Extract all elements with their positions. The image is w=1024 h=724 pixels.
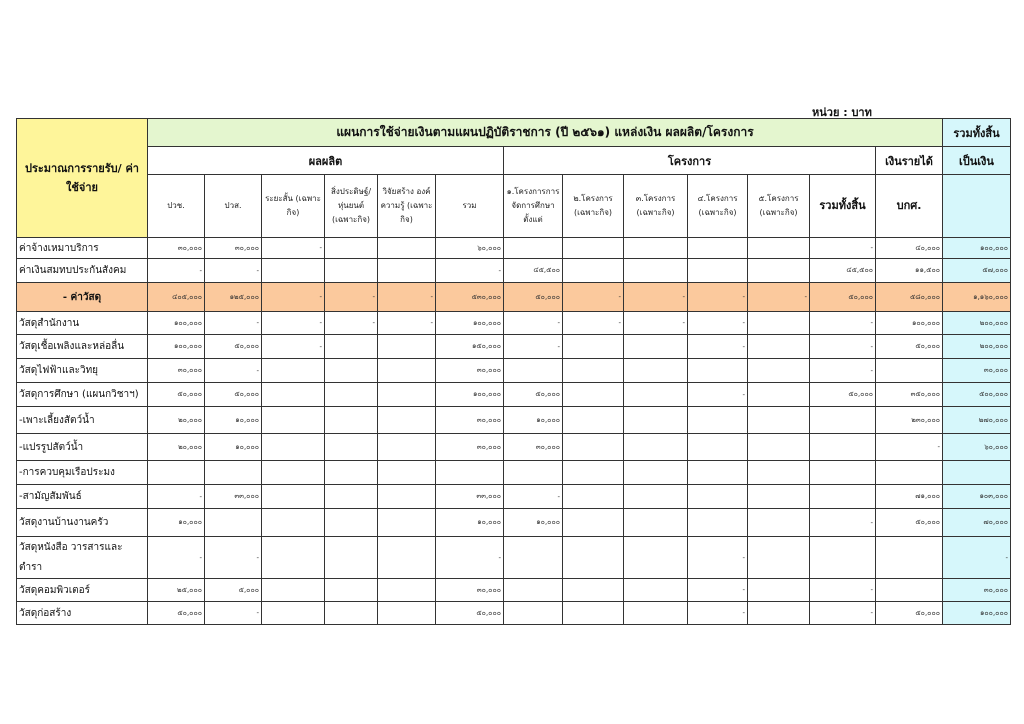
table-row (17, 335, 1011, 359)
table-cell (563, 359, 624, 383)
table-cell (262, 407, 325, 434)
table-cell: - (436, 259, 504, 283)
table-cell: ๑,๑๖๐,๐๐๐ (943, 283, 1011, 312)
table-cell: ๕๐๐,๐๐๐ (943, 383, 1011, 407)
table-title: แผนการใช้จ่ายเงินตามแผนปฏิบัติราชการ (ปี ๒๕๖๑) แหล่งเงิน ผลผลิต/โครงการ (148, 119, 943, 147)
table-cell: ๓๓,๐๐๐ (436, 485, 504, 509)
table-cell (504, 537, 563, 579)
table-cell (624, 383, 688, 407)
table-cell: ๕,๐๐๐ (205, 579, 262, 602)
output-group-header: ผลผลิต (148, 147, 504, 175)
table-cell: ๗๐,๐๐๐ (943, 509, 1011, 537)
budget-table (16, 118, 1011, 625)
table-cell: ๓๐,๐๐๐ (436, 434, 504, 461)
table-cell (748, 407, 810, 434)
table-cell (563, 434, 624, 461)
table-row (17, 407, 1011, 434)
table-cell: ๑๒๕,๐๐๐ (205, 283, 262, 312)
table-cell: - (325, 283, 378, 312)
table-row (17, 259, 1011, 283)
table-row (17, 283, 1011, 312)
col-header: ๓.โครงการ (เฉพาะกิจ) (624, 175, 688, 238)
table-cell: ๑๐๐,๐๐๐ (943, 238, 1011, 259)
table-cell (325, 509, 378, 537)
table-cell (748, 537, 810, 579)
table-cell (624, 485, 688, 509)
col-header: ปวส. (205, 175, 262, 238)
table-cell (810, 537, 876, 579)
table-cell: - (624, 283, 688, 312)
table-cell: - (325, 312, 378, 335)
table-cell (325, 537, 378, 579)
table-cell: ๕๓๐,๐๐๐ (436, 283, 504, 312)
table-cell (563, 602, 624, 625)
table-cell (148, 461, 205, 485)
table-cell: - (810, 335, 876, 359)
table-cell: - (563, 312, 624, 335)
table-cell (748, 259, 810, 283)
table-cell (563, 335, 624, 359)
row-label: ค่าเงินสมทบประกันสังคม (17, 259, 148, 283)
table-cell: - (148, 537, 205, 579)
table-cell: - (876, 434, 943, 461)
table-cell (325, 407, 378, 434)
table-cell: - (262, 283, 325, 312)
table-cell (378, 383, 436, 407)
table-cell (378, 602, 436, 625)
table-cell: ๒๐,๐๐๐ (148, 434, 205, 461)
table-cell: - (688, 383, 748, 407)
revenue-header-bottom: บกศ. (876, 175, 943, 238)
table-cell: ๓๐,๐๐๐ (436, 359, 504, 383)
table-cell (748, 383, 810, 407)
table-cell (325, 485, 378, 509)
table-cell: ๕๐,๐๐๐ (810, 283, 876, 312)
table-cell: ๑๐๓,๐๐๐ (943, 485, 1011, 509)
table-cell (563, 238, 624, 259)
table-cell: ๓๐,๐๐๐ (943, 359, 1011, 383)
table-cell (436, 461, 504, 485)
project-group-header: โครงการ (504, 147, 876, 175)
table-cell (876, 461, 943, 485)
table-cell: ๖๐,๐๐๐ (943, 434, 1011, 461)
table-cell (563, 383, 624, 407)
table-row (17, 383, 1011, 407)
table-cell (624, 238, 688, 259)
table-cell: ๑๐๐,๐๐๐ (436, 383, 504, 407)
table-cell: - (748, 283, 810, 312)
table-cell (378, 359, 436, 383)
table-cell: ๓๐,๐๐๐ (436, 407, 504, 434)
table-cell (748, 238, 810, 259)
table-cell: ๒๐,๐๐๐ (148, 407, 205, 434)
table-cell (205, 509, 262, 537)
table-cell: ๕๐,๐๐๐ (504, 283, 563, 312)
table-cell (748, 485, 810, 509)
table-row (17, 312, 1011, 335)
table-cell: ๑๐,๐๐๐ (205, 434, 262, 461)
table-cell (563, 509, 624, 537)
table-cell (262, 579, 325, 602)
row-label: -สามัญสัมพันธ์ (17, 485, 148, 509)
table-cell (624, 579, 688, 602)
table-cell (378, 335, 436, 359)
table-cell (262, 434, 325, 461)
table-cell: - (436, 537, 504, 579)
table-cell (262, 259, 325, 283)
table-cell (688, 259, 748, 283)
table-cell: ๕๐,๐๐๐ (504, 383, 563, 407)
table-cell: ๔๕,๕๐๐ (810, 259, 876, 283)
table-cell (688, 434, 748, 461)
table-row (17, 602, 1011, 625)
table-cell (688, 461, 748, 485)
table-cell (810, 485, 876, 509)
table-cell: - (688, 312, 748, 335)
unit-label: หน่วย : บาท (812, 106, 872, 119)
table-cell (262, 485, 325, 509)
table-cell: ๕๐,๐๐๐ (148, 602, 205, 625)
table-cell (624, 359, 688, 383)
grand-total-header-top: รวมทั้งสิ้น (943, 119, 1011, 147)
table-cell (748, 602, 810, 625)
table-cell: ๓๐,๐๐๐ (205, 238, 262, 259)
col-header: ๑.โครงการการ จัดการศึกษา ตั้งแต่ (504, 175, 563, 238)
table-cell (748, 461, 810, 485)
table-cell: ๓๐,๐๐๐ (148, 238, 205, 259)
table-cell (325, 602, 378, 625)
table-cell: ๕๘๐,๐๐๐ (876, 283, 943, 312)
table-row (17, 461, 1011, 485)
table-cell: - (148, 485, 205, 509)
table-cell (504, 238, 563, 259)
table-cell (624, 602, 688, 625)
table-row (17, 579, 1011, 602)
col-header: ระยะสั้น (เฉพาะกิจ) (262, 175, 325, 238)
table-cell (688, 407, 748, 434)
table-cell: ๑๐,๐๐๐ (504, 407, 563, 434)
table-cell (624, 537, 688, 579)
table-cell (748, 579, 810, 602)
table-cell: ๑๐๐,๐๐๐ (148, 335, 205, 359)
table-cell: - (688, 283, 748, 312)
table-cell: - (810, 238, 876, 259)
table-cell: - (205, 259, 262, 283)
table-cell: ๕๐,๐๐๐ (810, 383, 876, 407)
table-cell (262, 537, 325, 579)
table-cell (378, 407, 436, 434)
table-cell: ๑๐,๐๐๐ (148, 509, 205, 537)
col-header: วิจัยสร้าง องค์ความรู้ (เฉพาะกิจ) (378, 175, 436, 238)
table-cell: ๒๐๐,๐๐๐ (943, 335, 1011, 359)
header-left: ประมาณการรายรับ/ ค่าใช้จ่าย (17, 119, 148, 238)
table-cell (504, 359, 563, 383)
grand-total-header-blank (943, 175, 1011, 238)
col-header: รวมทั้งสิ้น (810, 175, 876, 238)
table-row (17, 434, 1011, 461)
table-cell: ๓๕๐,๐๐๐ (876, 383, 943, 407)
table-cell: - (378, 283, 436, 312)
table-cell: ๔๕,๕๐๐ (504, 259, 563, 283)
table-cell (748, 509, 810, 537)
table-cell (325, 238, 378, 259)
row-label: วัสดุก่อสร้าง (17, 602, 148, 625)
col-header: ปวช. (148, 175, 205, 238)
table-row (17, 359, 1011, 383)
table-cell (688, 359, 748, 383)
table-cell: ๒๓๐,๐๐๐ (876, 407, 943, 434)
table-cell: - (624, 312, 688, 335)
table-cell (748, 335, 810, 359)
table-row (17, 537, 1011, 579)
table-cell (325, 579, 378, 602)
table-cell: ๒๐๐,๐๐๐ (943, 312, 1011, 335)
table-cell: ๑๑,๕๐๐ (876, 259, 943, 283)
table-cell: ๑๐๐,๐๐๐ (436, 312, 504, 335)
col-header: รวม (436, 175, 504, 238)
table-cell: - (262, 238, 325, 259)
table-cell (810, 434, 876, 461)
table-cell (563, 485, 624, 509)
table-cell: - (205, 537, 262, 579)
table-cell: - (148, 259, 205, 283)
table-cell (378, 259, 436, 283)
table-cell: ๕๗,๐๐๐ (943, 259, 1011, 283)
grand-total-header-bottom: เป็นเงิน (943, 147, 1011, 175)
table-cell: ๒๕,๐๐๐ (148, 579, 205, 602)
table-cell (624, 434, 688, 461)
table-cell (378, 485, 436, 509)
table-cell: - (262, 312, 325, 335)
table-cell (378, 579, 436, 602)
table-cell: - (688, 602, 748, 625)
table-cell (563, 579, 624, 602)
table-cell (563, 259, 624, 283)
col-header: ๕.โครงการ (เฉพาะกิจ) (748, 175, 810, 238)
table-cell: - (810, 602, 876, 625)
table-cell: - (810, 579, 876, 602)
row-label: -การควบคุมเรือประมง (17, 461, 148, 485)
table-row (17, 485, 1011, 509)
table-cell (504, 461, 563, 485)
table-cell: ๕๐,๐๐๐ (148, 383, 205, 407)
table-cell: - (504, 312, 563, 335)
table-cell: - (688, 579, 748, 602)
table-cell: ๔๐๕,๐๐๐ (148, 283, 205, 312)
table-cell: ๓๐,๐๐๐ (504, 434, 563, 461)
table-cell (624, 461, 688, 485)
table-cell: ๓๐,๐๐๐ (436, 579, 504, 602)
table-cell (810, 461, 876, 485)
table-cell (810, 407, 876, 434)
table-cell: ๕๐,๐๐๐ (205, 335, 262, 359)
table-row (17, 238, 1011, 259)
table-cell: - (262, 335, 325, 359)
table-cell (378, 461, 436, 485)
table-cell (378, 238, 436, 259)
table-cell (325, 461, 378, 485)
table-cell (876, 359, 943, 383)
table-cell: ๓๐,๐๐๐ (148, 359, 205, 383)
table-cell: ๒๗๐,๐๐๐ (943, 407, 1011, 434)
row-label: วัสดุสำนักงาน (17, 312, 148, 335)
table-cell (563, 461, 624, 485)
table-cell (624, 259, 688, 283)
table-cell: ๓๓,๐๐๐ (205, 485, 262, 509)
table-cell (325, 259, 378, 283)
table-cell: - (378, 312, 436, 335)
row-label: วัสดุไฟฟ้าและวิทยุ (17, 359, 148, 383)
table-cell (563, 537, 624, 579)
table-cell: - (205, 359, 262, 383)
row-label: - ค่าวัสดุ (17, 283, 148, 312)
col-header: สิ่งประดิษฐ์/ หุ่นยนต์ (เฉพาะกิจ) (325, 175, 378, 238)
table-cell (262, 359, 325, 383)
table-cell (504, 579, 563, 602)
table-cell: ๑๐,๐๐๐ (436, 509, 504, 537)
revenue-header-top: เงินรายได้ (876, 147, 943, 175)
table-cell: ๕๐,๐๐๐ (205, 383, 262, 407)
table-cell (262, 509, 325, 537)
table-cell (688, 509, 748, 537)
row-label: วัสดุเชื้อเพลิงและหล่อลื่น (17, 335, 148, 359)
table-cell (378, 537, 436, 579)
table-cell: ๕๐,๐๐๐ (436, 602, 504, 625)
table-cell (504, 602, 563, 625)
row-label: วัสดุคอมพิวเตอร์ (17, 579, 148, 602)
table-cell: ๑๐,๐๐๐ (205, 407, 262, 434)
table-cell (624, 509, 688, 537)
table-cell: - (688, 335, 748, 359)
table-cell: - (205, 602, 262, 625)
row-label: -เพาะเลี้ยงสัตว์น้ำ (17, 407, 148, 434)
table-cell: ๔๐,๐๐๐ (876, 238, 943, 259)
table-cell (262, 602, 325, 625)
table-cell: ๑๕๐,๐๐๐ (436, 335, 504, 359)
row-label: วัสดุหนังสือ วารสารและตำรา (17, 537, 148, 579)
table-cell: ๑๐,๐๐๐ (504, 509, 563, 537)
table-cell: ๕๐,๐๐๐ (876, 509, 943, 537)
table-cell (688, 238, 748, 259)
table-cell (563, 407, 624, 434)
table-cell (262, 383, 325, 407)
table-cell (325, 383, 378, 407)
table-cell: ๑๐๐,๐๐๐ (943, 602, 1011, 625)
row-label: วัสดุการศึกษา (แผนกวิชาฯ) (17, 383, 148, 407)
table-cell (748, 434, 810, 461)
col-header: ๔.โครงการ (เฉพาะกิจ) (688, 175, 748, 238)
table-cell: - (810, 312, 876, 335)
table-row (17, 509, 1011, 537)
table-cell: - (205, 312, 262, 335)
table-cell: ๑๐๐,๐๐๐ (876, 312, 943, 335)
table-cell (688, 485, 748, 509)
table-cell: - (688, 537, 748, 579)
row-label: -แปรรูปสัตว์น้ำ (17, 434, 148, 461)
table-cell: ๑๐๐,๐๐๐ (148, 312, 205, 335)
col-header: ๒.โครงการ (เฉพาะกิจ) (563, 175, 624, 238)
table-cell (378, 434, 436, 461)
table-cell (378, 509, 436, 537)
table-cell: ๖๐,๐๐๐ (436, 238, 504, 259)
table-cell (624, 407, 688, 434)
table-cell: - (504, 485, 563, 509)
row-label: ค่าจ้างเหมาบริการ (17, 238, 148, 259)
table-cell (624, 335, 688, 359)
table-cell: - (943, 537, 1011, 579)
table-cell: - (504, 335, 563, 359)
row-label: วัสดุงานบ้านงานครัว (17, 509, 148, 537)
table-cell: ๕๐,๐๐๐ (876, 335, 943, 359)
table-cell: - (810, 359, 876, 383)
table-cell: - (563, 283, 624, 312)
table-cell (325, 359, 378, 383)
table-cell (262, 461, 325, 485)
table-cell: ๗๑,๐๐๐ (876, 485, 943, 509)
table-cell (876, 537, 943, 579)
table-cell (325, 434, 378, 461)
table-cell (748, 312, 810, 335)
table-cell (876, 579, 943, 602)
table-cell (325, 335, 378, 359)
table-cell: ๓๐,๐๐๐ (943, 579, 1011, 602)
table-cell: ๕๐,๐๐๐ (876, 602, 943, 625)
table-cell (943, 461, 1011, 485)
table-cell (205, 461, 262, 485)
table-cell: - (810, 509, 876, 537)
table-cell (748, 359, 810, 383)
